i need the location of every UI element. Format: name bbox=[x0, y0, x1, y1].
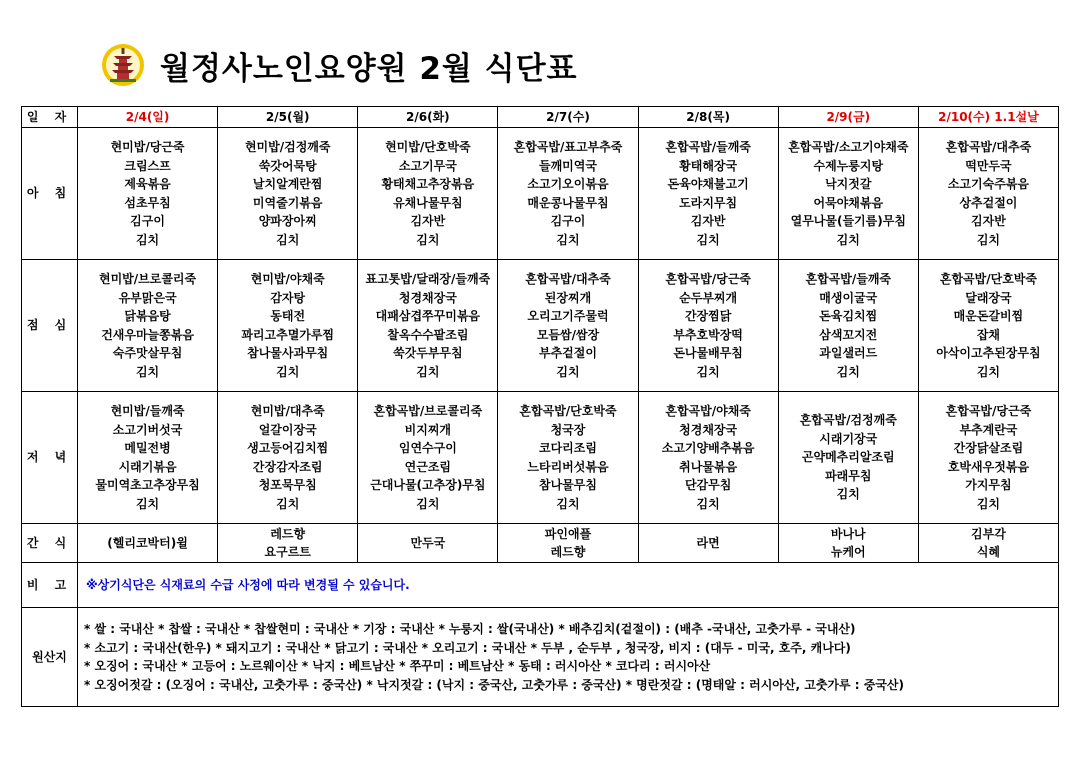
snack-item: 레드향 bbox=[550, 545, 586, 559]
menu-item: 부추계란국 bbox=[959, 422, 1018, 437]
menu-item: 혼합곡밥/표고부추죽 bbox=[513, 140, 623, 154]
origin-line: * 쌀 : 국내산 * 찹쌀 : 국내산 * 찹쌀현미 : 국내산 * 기장 : 국내산 * 누룽지 : 쌀(국내산) * 배추김치(겉절이) : (배추 -국내산, 고춧가루 - 국내산) bbox=[84, 622, 856, 636]
meal-cell bbox=[218, 128, 358, 260]
menu-item: 혼합곡밥/야채죽 bbox=[665, 404, 751, 418]
meal-row bbox=[22, 392, 1059, 524]
meal-cell bbox=[498, 392, 638, 524]
origin-row-label: 원산지 bbox=[22, 608, 78, 707]
meal-cell bbox=[78, 392, 218, 524]
menu-item: 김치 bbox=[276, 232, 300, 247]
menu-item: 미역줄기볶음 bbox=[252, 195, 323, 210]
menu-item: 김치 bbox=[976, 232, 1001, 247]
menu-item: 찰옥수수팥조림 bbox=[387, 327, 469, 342]
menu-item: 김치 bbox=[836, 232, 860, 247]
menu-item: 오리고기주물럭 bbox=[527, 309, 609, 323]
menu-item: 현미밥/검정깨죽 bbox=[244, 140, 331, 154]
menu-item: 김치 bbox=[416, 232, 440, 247]
menu-item: 김자반 bbox=[690, 214, 726, 228]
menu-item: 소고기숙주볶음 bbox=[947, 177, 1029, 191]
menu-item: 현미밥/들깨죽 bbox=[110, 404, 185, 418]
snack-item: 라면 bbox=[696, 535, 720, 550]
menu-item: 김치 bbox=[836, 364, 860, 379]
menu-item: 들깨미역국 bbox=[539, 158, 597, 173]
menu-item: 현미밥/야채죽 bbox=[250, 272, 325, 286]
menu-item: 현미밥/당근죽 bbox=[110, 140, 185, 154]
menu-item: 청경채장국 bbox=[679, 422, 738, 437]
menu-item: 곤약메추리알조림 bbox=[801, 450, 895, 465]
meal-cell bbox=[918, 260, 1058, 392]
snack-cell bbox=[778, 524, 918, 563]
origin-line: * 오징어젓갈 : (오징어 : 국내산, 고춧가루 : 중국산) * 낙지젓갈 : (낙지 : 중국산, 고춧가루 : 중국산) * 명란젓갈 : (명태알 : 러시아산, 고춧가루 : 중국산) bbox=[84, 677, 905, 692]
snack-item: 뉴케어 bbox=[830, 545, 866, 559]
meal-row-label: 저 녁 bbox=[22, 392, 78, 524]
meal-cell bbox=[218, 260, 358, 392]
menu-item: 임연수구이 bbox=[398, 441, 457, 455]
menu-item: 매운돈갈비찜 bbox=[953, 309, 1024, 323]
day-header: 2/4(일) bbox=[78, 107, 218, 128]
origin-info bbox=[78, 608, 1059, 707]
menu-item: 김치 bbox=[976, 364, 1001, 379]
menu-item: 현미밥/대추죽 bbox=[250, 404, 325, 418]
menu-item: 황태채고추장볶음 bbox=[381, 177, 475, 191]
menu-item: 간장찜닭 bbox=[684, 309, 732, 323]
menu-item: 느타리버섯볶음 bbox=[527, 459, 609, 474]
menu-item: 청경채장국 bbox=[398, 290, 457, 305]
menu-item: 파래무침 bbox=[825, 468, 872, 483]
menu-item: 가지무침 bbox=[965, 478, 1012, 492]
meal-plan-table bbox=[21, 106, 1059, 707]
menu-item: 모듬쌈/쌈장 bbox=[536, 327, 600, 342]
menu-item: 황태해장국 bbox=[679, 158, 738, 173]
menu-item: 제육볶음 bbox=[124, 177, 171, 191]
menu-item: 생고등어김치찜 bbox=[247, 441, 329, 455]
menu-item: 코다리조림 bbox=[539, 441, 597, 455]
menu-item: 혼합곡밥/당근죽 bbox=[665, 272, 751, 286]
menu-item: 감자탕 bbox=[270, 290, 306, 305]
menu-item: 된장찌개 bbox=[544, 290, 592, 305]
meal-cell bbox=[638, 260, 778, 392]
menu-item: 김치 bbox=[696, 496, 720, 511]
menu-item: 소고기양배추볶음 bbox=[661, 441, 755, 455]
menu-item: 김구이 bbox=[550, 214, 586, 228]
menu-item: 돈육김치찜 bbox=[819, 309, 878, 323]
page-title: 월정사노인요양원 2월 식단표 bbox=[160, 50, 578, 87]
menu-item: 김치 bbox=[135, 232, 160, 247]
origin-line: * 소고기 : 국내산(한우) * 돼지고기 : 국내산 * 닭고기 : 국내산 * 오리고기 : 국내산 * 두부 , 순두부 , 청국장, 비지 : (대두 - 미국, 호주, 캐나다) bbox=[84, 640, 851, 655]
snack-item: (헬리코박터)윌 bbox=[107, 535, 188, 550]
menu-item: 날치알계란찜 bbox=[252, 177, 323, 191]
date-header-label: 일 자 bbox=[22, 107, 78, 128]
menu-item: 단감무침 bbox=[684, 478, 732, 492]
note-row bbox=[22, 563, 1059, 608]
snack-row-label: 간 식 bbox=[22, 524, 78, 563]
menu-item: 삼색꼬지전 bbox=[819, 327, 878, 342]
meal-cell bbox=[778, 260, 918, 392]
menu-item: 김치 bbox=[276, 364, 300, 379]
day-header: 2/7(수) bbox=[498, 107, 638, 128]
menu-item: 김치 bbox=[556, 496, 580, 511]
menu-item: 시래기장국 bbox=[819, 431, 878, 446]
meal-cell bbox=[638, 392, 778, 524]
meal-cell bbox=[918, 128, 1058, 260]
menu-item: 간장감자조림 bbox=[252, 459, 323, 474]
menu-item: 김치 bbox=[416, 364, 440, 379]
note-row-label: 비 고 bbox=[22, 563, 78, 608]
menu-item: 과일샐러드 bbox=[819, 346, 878, 360]
menu-item: 김치 bbox=[135, 496, 160, 511]
meal-cell bbox=[218, 392, 358, 524]
menu-item: 대패삼겹쭈꾸미볶음 bbox=[375, 309, 481, 323]
meal-cell bbox=[78, 260, 218, 392]
temple-pagoda-logo-icon bbox=[100, 42, 146, 88]
menu-item: 참나물사과무침 bbox=[247, 346, 329, 360]
meal-cell bbox=[358, 392, 498, 524]
meal-cell bbox=[78, 128, 218, 260]
snack-cell bbox=[358, 524, 498, 563]
menu-item: 매생이굴국 bbox=[819, 290, 878, 305]
meal-row bbox=[22, 260, 1059, 392]
meal-row-label: 아 침 bbox=[22, 128, 78, 260]
day-header: 2/5(월) bbox=[218, 107, 358, 128]
menu-item: 김치 bbox=[556, 232, 580, 247]
menu-item: 시래기볶음 bbox=[118, 459, 177, 474]
meal-row-label: 점 심 bbox=[22, 260, 78, 392]
snack-item: 레드향 bbox=[270, 526, 306, 541]
menu-item: 혼합곡밥/당근죽 bbox=[945, 404, 1032, 418]
menu-item: 김치 bbox=[276, 496, 300, 511]
snack-item: 김부각 bbox=[971, 526, 1006, 541]
menu-item: 김치 bbox=[696, 232, 720, 247]
menu-item: 물미역초고추장무침 bbox=[95, 478, 200, 492]
menu-item: 닭볶음탕 bbox=[124, 309, 171, 323]
day-header: 2/6(화) bbox=[358, 107, 498, 128]
menu-item: 쑥갓두부무침 bbox=[393, 346, 463, 360]
meal-cell bbox=[778, 392, 918, 524]
meal-cell bbox=[358, 260, 498, 392]
snack-item: 식혜 bbox=[976, 545, 1001, 559]
menu-item: 동태전 bbox=[270, 309, 306, 323]
menu-item: 돈나물배무침 bbox=[673, 346, 743, 360]
menu-item: 김자반 bbox=[410, 214, 446, 228]
menu-item: 현미밥/브로콜리죽 bbox=[99, 272, 197, 286]
day-header: 2/10(수) 1.1설날 bbox=[918, 107, 1058, 128]
menu-item: 섬초무침 bbox=[124, 195, 171, 210]
menu-item: 연근조림 bbox=[404, 459, 452, 474]
menu-item: 양파장아찌 bbox=[258, 214, 317, 228]
menu-item: 떡만두국 bbox=[965, 158, 1012, 173]
menu-item: 꽈리고추멸가루찜 bbox=[241, 327, 335, 342]
menu-item: 매운콩나물무침 bbox=[527, 195, 609, 210]
meal-cell bbox=[918, 392, 1058, 524]
menu-item: 김치 bbox=[556, 364, 580, 379]
menu-item: 돈육야채불고기 bbox=[667, 177, 749, 191]
menu-item: 청국장 bbox=[550, 422, 586, 437]
snack-cell bbox=[638, 524, 778, 563]
snack-row bbox=[22, 524, 1059, 563]
menu-item: 김치 bbox=[416, 496, 440, 511]
menu-item: 소고기오이볶음 bbox=[527, 177, 609, 191]
menu-item: 얼갈이장국 bbox=[258, 422, 317, 437]
menu-item: 참나물무침 bbox=[539, 478, 597, 492]
snack-item: 요구르트 bbox=[264, 545, 311, 559]
menu-item: 수제누룽지탕 bbox=[813, 158, 884, 173]
meal-cell bbox=[638, 128, 778, 260]
snack-item: 바나나 bbox=[830, 526, 866, 541]
menu-item: 도라지무침 bbox=[679, 195, 738, 210]
menu-item: 혼합곡밥/들깨죽 bbox=[665, 140, 751, 154]
menu-item: 유채나물무침 bbox=[393, 195, 463, 210]
menu-item: 혼합곡밥/단호박죽 bbox=[519, 404, 617, 418]
note-text: ※상기식단은 식재료의 수급 사정에 따라 변경될 수 있습니다. bbox=[78, 563, 1059, 608]
menu-item: 혼합곡밥/대추죽 bbox=[525, 272, 611, 286]
origin-line: * 오징어 : 국내산 * 고등어 : 노르웨이산 * 낙지 : 베트남산 * 쭈꾸미 : 베트남산 * 동태 : 러시아산 * 코다리 : 러시아산 bbox=[84, 659, 711, 673]
menu-item: 김치 bbox=[696, 364, 720, 379]
menu-item: 숙주맛살무침 bbox=[112, 346, 183, 360]
menu-item: 표고톳밥/달래장/들깨죽 bbox=[365, 272, 491, 286]
snack-cell bbox=[78, 524, 218, 563]
menu-item: 아삭이고추된장무침 bbox=[936, 346, 1041, 360]
menu-item: 부추겉절이 bbox=[539, 346, 597, 360]
menu-item: 김치 bbox=[836, 487, 860, 502]
menu-item: 김치 bbox=[135, 364, 160, 379]
menu-item: 혼합곡밥/단호박죽 bbox=[939, 272, 1037, 286]
date-header-row bbox=[22, 107, 1059, 128]
menu-item: 혼합곡밥/브로콜리죽 bbox=[373, 404, 483, 418]
meal-cell bbox=[498, 260, 638, 392]
menu-item: 간장닭살조림 bbox=[953, 441, 1024, 455]
menu-item: 청포묵무침 bbox=[258, 478, 317, 492]
menu-item: 혼합곡밥/들깨죽 bbox=[805, 272, 892, 286]
origin-row bbox=[22, 608, 1059, 707]
menu-item: 현미밥/단호박죽 bbox=[385, 140, 471, 154]
menu-item: 순두부찌개 bbox=[679, 290, 738, 305]
snack-cell bbox=[498, 524, 638, 563]
menu-item: 소고기무국 bbox=[398, 158, 457, 173]
snack-cell bbox=[218, 524, 358, 563]
menu-item: 부추호박장떡 bbox=[673, 327, 743, 342]
menu-item: 근대나물(고추장)무침 bbox=[370, 478, 486, 492]
day-header: 2/9(금) bbox=[778, 107, 918, 128]
menu-item: 소고기버섯국 bbox=[112, 422, 183, 437]
snack-item: 파인애플 bbox=[544, 526, 592, 541]
menu-item: 달래장국 bbox=[965, 290, 1012, 305]
menu-item: 상추겉절이 bbox=[959, 195, 1018, 210]
menu-item: 취나물볶음 bbox=[679, 459, 738, 474]
day-header: 2/8(목) bbox=[638, 107, 778, 128]
menu-item: 김자반 bbox=[971, 214, 1006, 228]
snack-item: 만두국 bbox=[410, 535, 446, 550]
meal-row bbox=[22, 128, 1059, 260]
menu-item: 혼합곡밥/검정깨죽 bbox=[799, 413, 897, 428]
menu-item: 잡채 bbox=[976, 327, 1001, 342]
menu-item: 호박새우젓볶음 bbox=[947, 459, 1029, 474]
menu-item: 메밀전병 bbox=[124, 441, 171, 455]
menu-item: 열무나물(들기름)무침 bbox=[790, 214, 906, 228]
menu-item: 혼합곡밥/소고기야채죽 bbox=[788, 140, 909, 154]
page-header bbox=[100, 40, 578, 90]
menu-item: 낙지젓갈 bbox=[825, 177, 872, 191]
meal-cell bbox=[358, 128, 498, 260]
menu-item: 혼합곡밥/대추죽 bbox=[945, 140, 1032, 154]
menu-item: 비지찌개 bbox=[404, 422, 452, 437]
menu-item: 김구이 bbox=[130, 214, 165, 228]
menu-item: 유부맑은국 bbox=[118, 290, 177, 305]
snack-cell bbox=[918, 524, 1058, 563]
menu-item: 어묵야채볶음 bbox=[813, 195, 884, 210]
menu-item: 건새우마늘쫑볶음 bbox=[101, 327, 194, 342]
menu-item: 크림스프 bbox=[124, 158, 171, 173]
meal-cell bbox=[498, 128, 638, 260]
menu-item: 쑥갓어묵탕 bbox=[258, 158, 317, 173]
menu-item: 김치 bbox=[976, 496, 1001, 511]
meal-cell bbox=[778, 128, 918, 260]
